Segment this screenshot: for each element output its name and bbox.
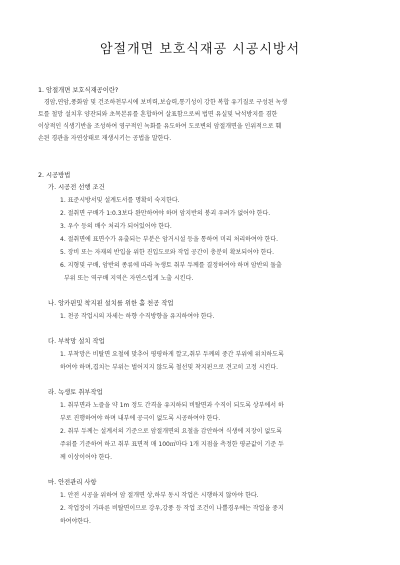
section-1-line-1: 경암,연암,풍화암 및 건조하천부시에 보비력,보습력,통기성이 강한 복합 유기질로 구성된 녹생 — [44, 99, 288, 106]
ra-item-1: 1. 취부면과 노즐을 약 1m 정도 간격을 유지하되 비탈면과 수직이 되도록 상부에서 하 — [60, 402, 284, 409]
subsection-ga-heading: 가. 시공전 선행 조건 — [48, 184, 105, 191]
ma-item-2: 2. 작업장이 가파른 비탈면이므로 강우,강풍 등 작업 조건이 나쁠경우에는 작업을 중지 — [60, 505, 284, 512]
section-1-line-3: 이상적인 식생기반을 조성하여 영구적인 녹화를 유도하여 도로변의 암절개면을 인위적으로 훼 — [38, 123, 282, 130]
subsection-da-heading: 다. 부착망 설치 작업 — [48, 338, 105, 345]
subsection-ma-heading: 마. 안전관리 사항 — [48, 479, 97, 486]
ra-item-1-cont: 부로 진행하여야 하며 내부에 공극이 없도록 시공하여야 한다. — [60, 415, 221, 422]
ga-item-4: 4. 절취면에 표면수가 유출되는 부분은 암거시설 등을 통하여 미리 처리하여야 한다. — [60, 236, 278, 243]
subsection-na-heading: 나. 앙카핀및 착지핀 설치를 위한 홀 천공 작업 — [48, 300, 174, 307]
section-1-heading: 1. 암절개면 보호식재공이란? — [38, 87, 119, 94]
da-item-1-cont: 하여야 하며,겹치는 부위는 벌어지지 않도록 철선및 착지핀으로 견고히 고정 시킨다. — [60, 364, 279, 371]
section-2-heading: 2. 시공방법 — [38, 172, 71, 179]
ga-item-2: 2. 절취면 구배가 1:0.3보다 완만하여야 하며 암지반의 붕괴 우려가 없어야 한다. — [60, 210, 271, 217]
ra-item-2-cont-1: 주위를 기준하여 하고 취부 표면적 매 100㎡마다 1개 지점을 측정한 평균값이 기준 두 — [60, 441, 284, 448]
ga-item-5: 5. 장비 또는 자재의 반입을 위한 진입도로와 작업 공간이 충분히 확보되어야 한다. — [60, 249, 275, 256]
ga-item-3: 3. 우수 등의 배수 처리가 되어있어야 한다. — [60, 223, 172, 230]
ga-item-6-cont: 부위 또는 역구배 지역은 자연스럽게 노출 시킨다. — [64, 275, 194, 282]
na-item-1: 1. 천공 작업시의 자세는 하향 수직방향을 유지하여야 한다. — [60, 313, 215, 320]
ga-item-1: 1. 표준시방서및 설계도서를 명확히 숙지한다. — [60, 197, 180, 204]
subsection-ra-heading: 라. 녹생토 취부작업 — [48, 389, 103, 396]
ra-item-2: 2. 취부 두께는 설계서의 기준으로 암절개면의 요철을 감안하여 식생에 지장이 없도록 — [60, 428, 282, 435]
da-item-1: 1. 부착망은 비탈면 요철에 맞추어 평평하게 깔고,취부 두께의 중간 부위에 위치하도록 — [60, 351, 284, 358]
document-title: 암절개면 보호식재공 시공시방서 — [99, 42, 301, 57]
section-1-line-4: 손된 경관을 자연상태로 재생시키는 공법을 말한다. — [38, 135, 172, 142]
ma-item-2-cont: 하여야한다. — [60, 518, 91, 525]
section-1-line-2: 토를 철망 설치후 양잔되와 초목본류를 혼합하여 살표함으로써 법면 유실및 낙석방지를 겸한 — [38, 111, 278, 118]
ra-item-2-cont-2: 께 이상이어야 한다. — [60, 454, 113, 461]
ga-item-6: 6. 지형및 구배, 암반의 종류에 따라 녹생토 취부 두께를 결정하여야 하며 암반의 돌출 — [60, 262, 282, 269]
ma-item-1: 1. 안전 시공을 위하여 암 절개면 상,하부 동시 작업은 시행하지 않아야 한다. — [60, 492, 259, 499]
